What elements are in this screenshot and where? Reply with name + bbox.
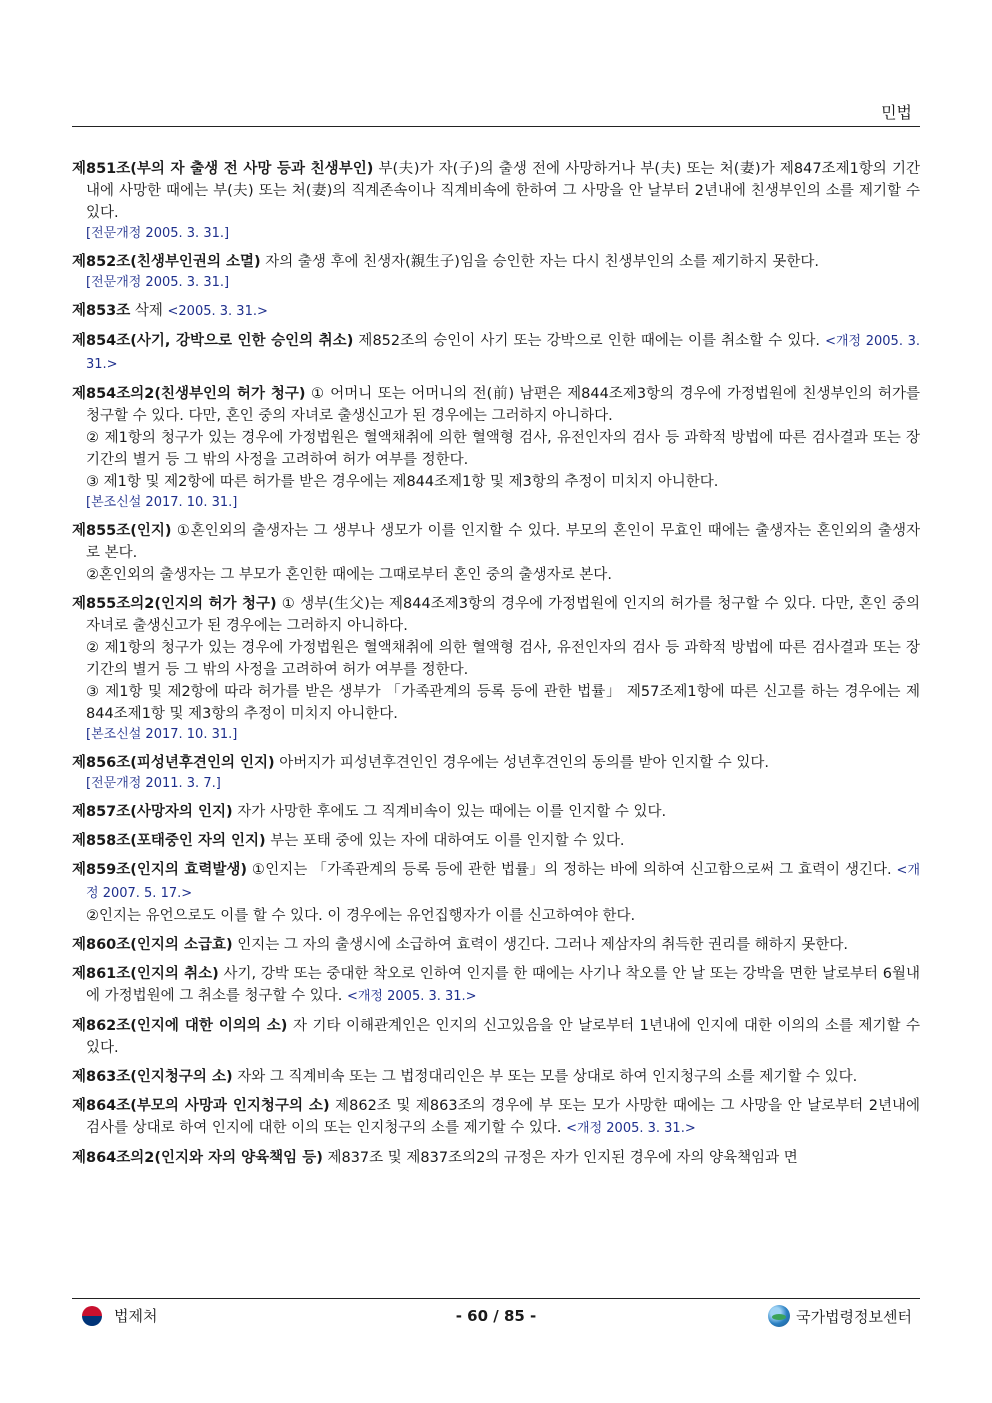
article-paragraph [72, 471, 920, 493]
article-heading: 제855조의2(인지의 허가 청구) [72, 596, 277, 612]
article-text: 자의 출생 후에 친생자(親生子)임을 승인한 자는 다시 친생부인의 소를 제기하지 못한다. [260, 254, 819, 270]
article-paragraph [72, 752, 920, 774]
article-heading: 제852조(친생부인권의 소멸) [72, 254, 261, 270]
revision-history: [전문개정 2005. 3. 31.] [86, 226, 230, 241]
amendment-note: <개정 2005. 3. 31.> [566, 1121, 696, 1136]
article-text: 사기, 강박 또는 중대한 착오로 인하여 인지를 한 때에는 사기나 착오를 안 날 또는 강박을 면한 날로부터 6월내에 가정법원에 그 취소를 청구할 수 있다. [86, 966, 920, 1004]
globe-logo-icon [768, 1305, 790, 1327]
article [72, 859, 920, 927]
article-paragraph [72, 963, 920, 1008]
revision-history: [전문개정 2005. 3. 31.] [86, 275, 230, 290]
article-heading: 제864조의2(인지와 자의 양육책임 등) [72, 1150, 323, 1166]
article-paragraph [72, 801, 920, 823]
law-content [72, 158, 920, 1176]
article-heading: 제856조(피성년후견인의 인지) [72, 755, 275, 771]
article-text: 자 기타 이해관계인은 인지의 신고있음을 안 날로부터 1년내에 인지에 대한 이의의 소를 제기할 수 있다. [86, 1018, 920, 1056]
article-paragraph [72, 520, 920, 564]
article-heading: 제857조(사망자의 인지) [72, 804, 233, 820]
article-text: 자와 그 직계비속 또는 그 법정대리인은 부 또는 모를 상대로 하여 인지청구의 소를 제기할 수 있다. [232, 1069, 858, 1085]
article-text: ② 제1항의 청구가 있는 경우에 가정법원은 혈액채취에 의한 혈액형 검사, 유전인자의 검사 등 과학적 방법에 따른 검사결과 또는 장기간의 별거 등 그 밖의 사정을 고려하여 허가 여부를 정한다. [86, 430, 920, 468]
article [72, 1015, 920, 1059]
amendment-note: <2005. 3. 31.> [167, 304, 268, 319]
article-text: ①인지는 「가족관계의 등록 등에 관한 법률」의 정하는 바에 의하여 신고함으로써 그 효력이 생긴다. [246, 862, 897, 878]
article [72, 520, 920, 586]
article [72, 1147, 920, 1169]
article-heading: 제854조(사기, 강박으로 인한 승인의 취소) [72, 333, 354, 349]
article-heading: 제862조(인지에 대한 이의의 소) [72, 1018, 288, 1034]
article-paragraph [72, 593, 920, 637]
article-paragraph [72, 158, 920, 224]
article-heading: 제863조(인지청구의 소) [72, 1069, 233, 1085]
article [72, 801, 920, 823]
footer-divider [72, 1298, 920, 1299]
article-paragraph [72, 905, 920, 927]
footer-right [768, 1305, 912, 1327]
article [72, 593, 920, 745]
article [72, 1095, 920, 1140]
article [72, 963, 920, 1008]
article-text: 삭제 [130, 303, 168, 319]
amendment-note: <개정 2005. 3. 31.> [86, 334, 920, 372]
article-paragraph [72, 859, 920, 905]
article-heading: 제854조의2(친생부인의 허가 청구) [72, 386, 306, 402]
article-paragraph [72, 1147, 920, 1169]
ministry-label: 법제처 [114, 1307, 158, 1325]
article-text: ③ 제1항 및 제2항에 따른 허가를 받은 경우에는 제844조제1항 및 제3항의 추정이 미치지 아니한다. [86, 474, 719, 490]
article [72, 158, 920, 244]
article-paragraph [72, 637, 920, 681]
article-text: 부는 포태 중에 있는 자에 대하여도 이를 인지할 수 있다. [265, 833, 625, 849]
article [72, 330, 920, 376]
article [72, 934, 920, 956]
article-text: ②혼인외의 출생자는 그 부모가 혼인한 때에는 그때로부터 혼인 중의 출생자로 본다. [86, 567, 612, 583]
article-text: ③ 제1항 및 제2항에 따라 허가를 받은 생부가 「가족관계의 등록 등에 관한 법률」 제57조제1항에 따른 신고를 하는 경우에는 제844조제1항 및 제3항의 추정이 미치지 아니한다. [86, 684, 920, 722]
article-paragraph [72, 681, 920, 725]
article-text: 제852조의 승인이 사기 또는 강박으로 인한 때에는 이를 취소할 수 있다. [353, 333, 826, 349]
article-text: 자가 사망한 후에도 그 직계비속이 있는 때에는 이를 인지할 수 있다. [232, 804, 667, 820]
page-number: - 60 / 85 - [455, 1307, 537, 1325]
revision-history: [전문개정 2011. 3. 7.] [86, 776, 221, 791]
article [72, 1066, 920, 1088]
article-paragraph [72, 383, 920, 427]
amendment-note: <개정 2005. 3. 31.> [346, 989, 477, 1004]
article [72, 752, 920, 794]
article-text: ②인지는 유언으로도 이를 할 수 있다. 이 경우에는 유언집행자가 이를 신고하여야 한다. [86, 908, 636, 924]
footer [72, 1305, 920, 1331]
article-text: 아버지가 피성년후견인인 경우에는 성년후견인의 동의를 받아 인지할 수 있다. [274, 755, 769, 771]
article-paragraph [72, 330, 920, 376]
amendment-note: <개정 2007. 5. 17.> [86, 863, 920, 901]
article-heading: 제859조(인지의 효력발생) [72, 862, 247, 878]
article-heading: 제853조 [72, 303, 131, 319]
article-text: 제837조 및 제837조의2의 규정은 자가 인지된 경우에 자의 양육책임과 면 [322, 1150, 798, 1166]
law-center-label: 국가법령정보센터 [796, 1307, 912, 1326]
revision-history: [본조신설 2017. 10. 31.] [86, 495, 238, 510]
revision-history: [본조신설 2017. 10. 31.] [86, 727, 238, 742]
article-heading: 제864조(부모의 사망과 인지청구의 소) [72, 1098, 330, 1114]
article-text: ② 제1항의 청구가 있는 경우에 가정법원은 혈액채취에 의한 혈액형 검사, 유전인자의 검사 등 과학적 방법에 따른 검사결과 또는 장기간의 별거 등 그 밖의 사정을 고려하여 허가 여부를 정한다. [86, 640, 920, 678]
article-text: 제862조 및 제863조의 경우에 부 또는 모가 사망한 때에는 그 사망을 안 날로부터 2년내에 검사를 상대로 하여 인지에 대한 이의 또는 인지청구의 소를 제기할 수 있다. [86, 1098, 921, 1136]
article-heading: 제858조(포태중인 자의 인지) [72, 833, 266, 849]
article [72, 383, 920, 513]
article-text: ①혼인외의 출생자는 그 생부나 생모가 이를 인지할 수 있다. 부모의 혼인이 무효인 때에는 출생자는 혼인외의 출생자로 본다. [86, 523, 920, 561]
article-heading: 제851조(부의 자 출생 전 사망 등과 친생부인) [72, 161, 374, 177]
article [72, 251, 920, 293]
article-heading: 제860조(인지의 소급효) [72, 937, 233, 953]
article-text: ① 어머니 또는 어머니의 전(前) 남편은 제844조제3항의 경우에 가정법원에 친생부인의 허가를 청구할 수 있다. 다만, 혼인 중의 자녀로 출생신고가 된 경우에는 그러하지 아니하다. [86, 386, 920, 424]
article-text: 부(夫)가 자(子)의 출생 전에 사망하거나 부(夫) 또는 처(妻)가 제847조제1항의 기간내에 사망한 때에는 부(夫) 또는 처(妻)의 직계존속이나 직계비속에 한하여 그 사망을 안 날부터 2년내에 친생부인의 소를 제기할 수 있다. [86, 161, 921, 221]
article-paragraph [72, 934, 920, 956]
article-paragraph [72, 564, 920, 586]
header-divider [72, 126, 920, 127]
article-heading: 제855조(인지) [72, 523, 172, 539]
article-paragraph [72, 1095, 920, 1140]
article-paragraph [72, 251, 920, 273]
document-title: 민법 [881, 103, 912, 122]
article-paragraph [72, 1015, 920, 1059]
article [72, 830, 920, 852]
article-heading: 제861조(인지의 취소) [72, 966, 219, 982]
article [72, 300, 920, 323]
article-text: ① 생부(生父)는 제844조제3항의 경우에 가정법원에 인지의 허가를 청구할 수 있다. 다만, 혼인 중의 자녀로 출생신고가 된 경우에는 그러하지 아니하다. [86, 596, 920, 634]
article-text: 인지는 그 자의 출생시에 소급하여 효력이 생긴다. 그러나 제삼자의 취득한 권리를 해하지 못한다. [232, 937, 849, 953]
article-paragraph [72, 427, 920, 471]
article-paragraph [72, 1066, 920, 1088]
article-paragraph [72, 830, 920, 852]
article-paragraph [72, 300, 920, 323]
